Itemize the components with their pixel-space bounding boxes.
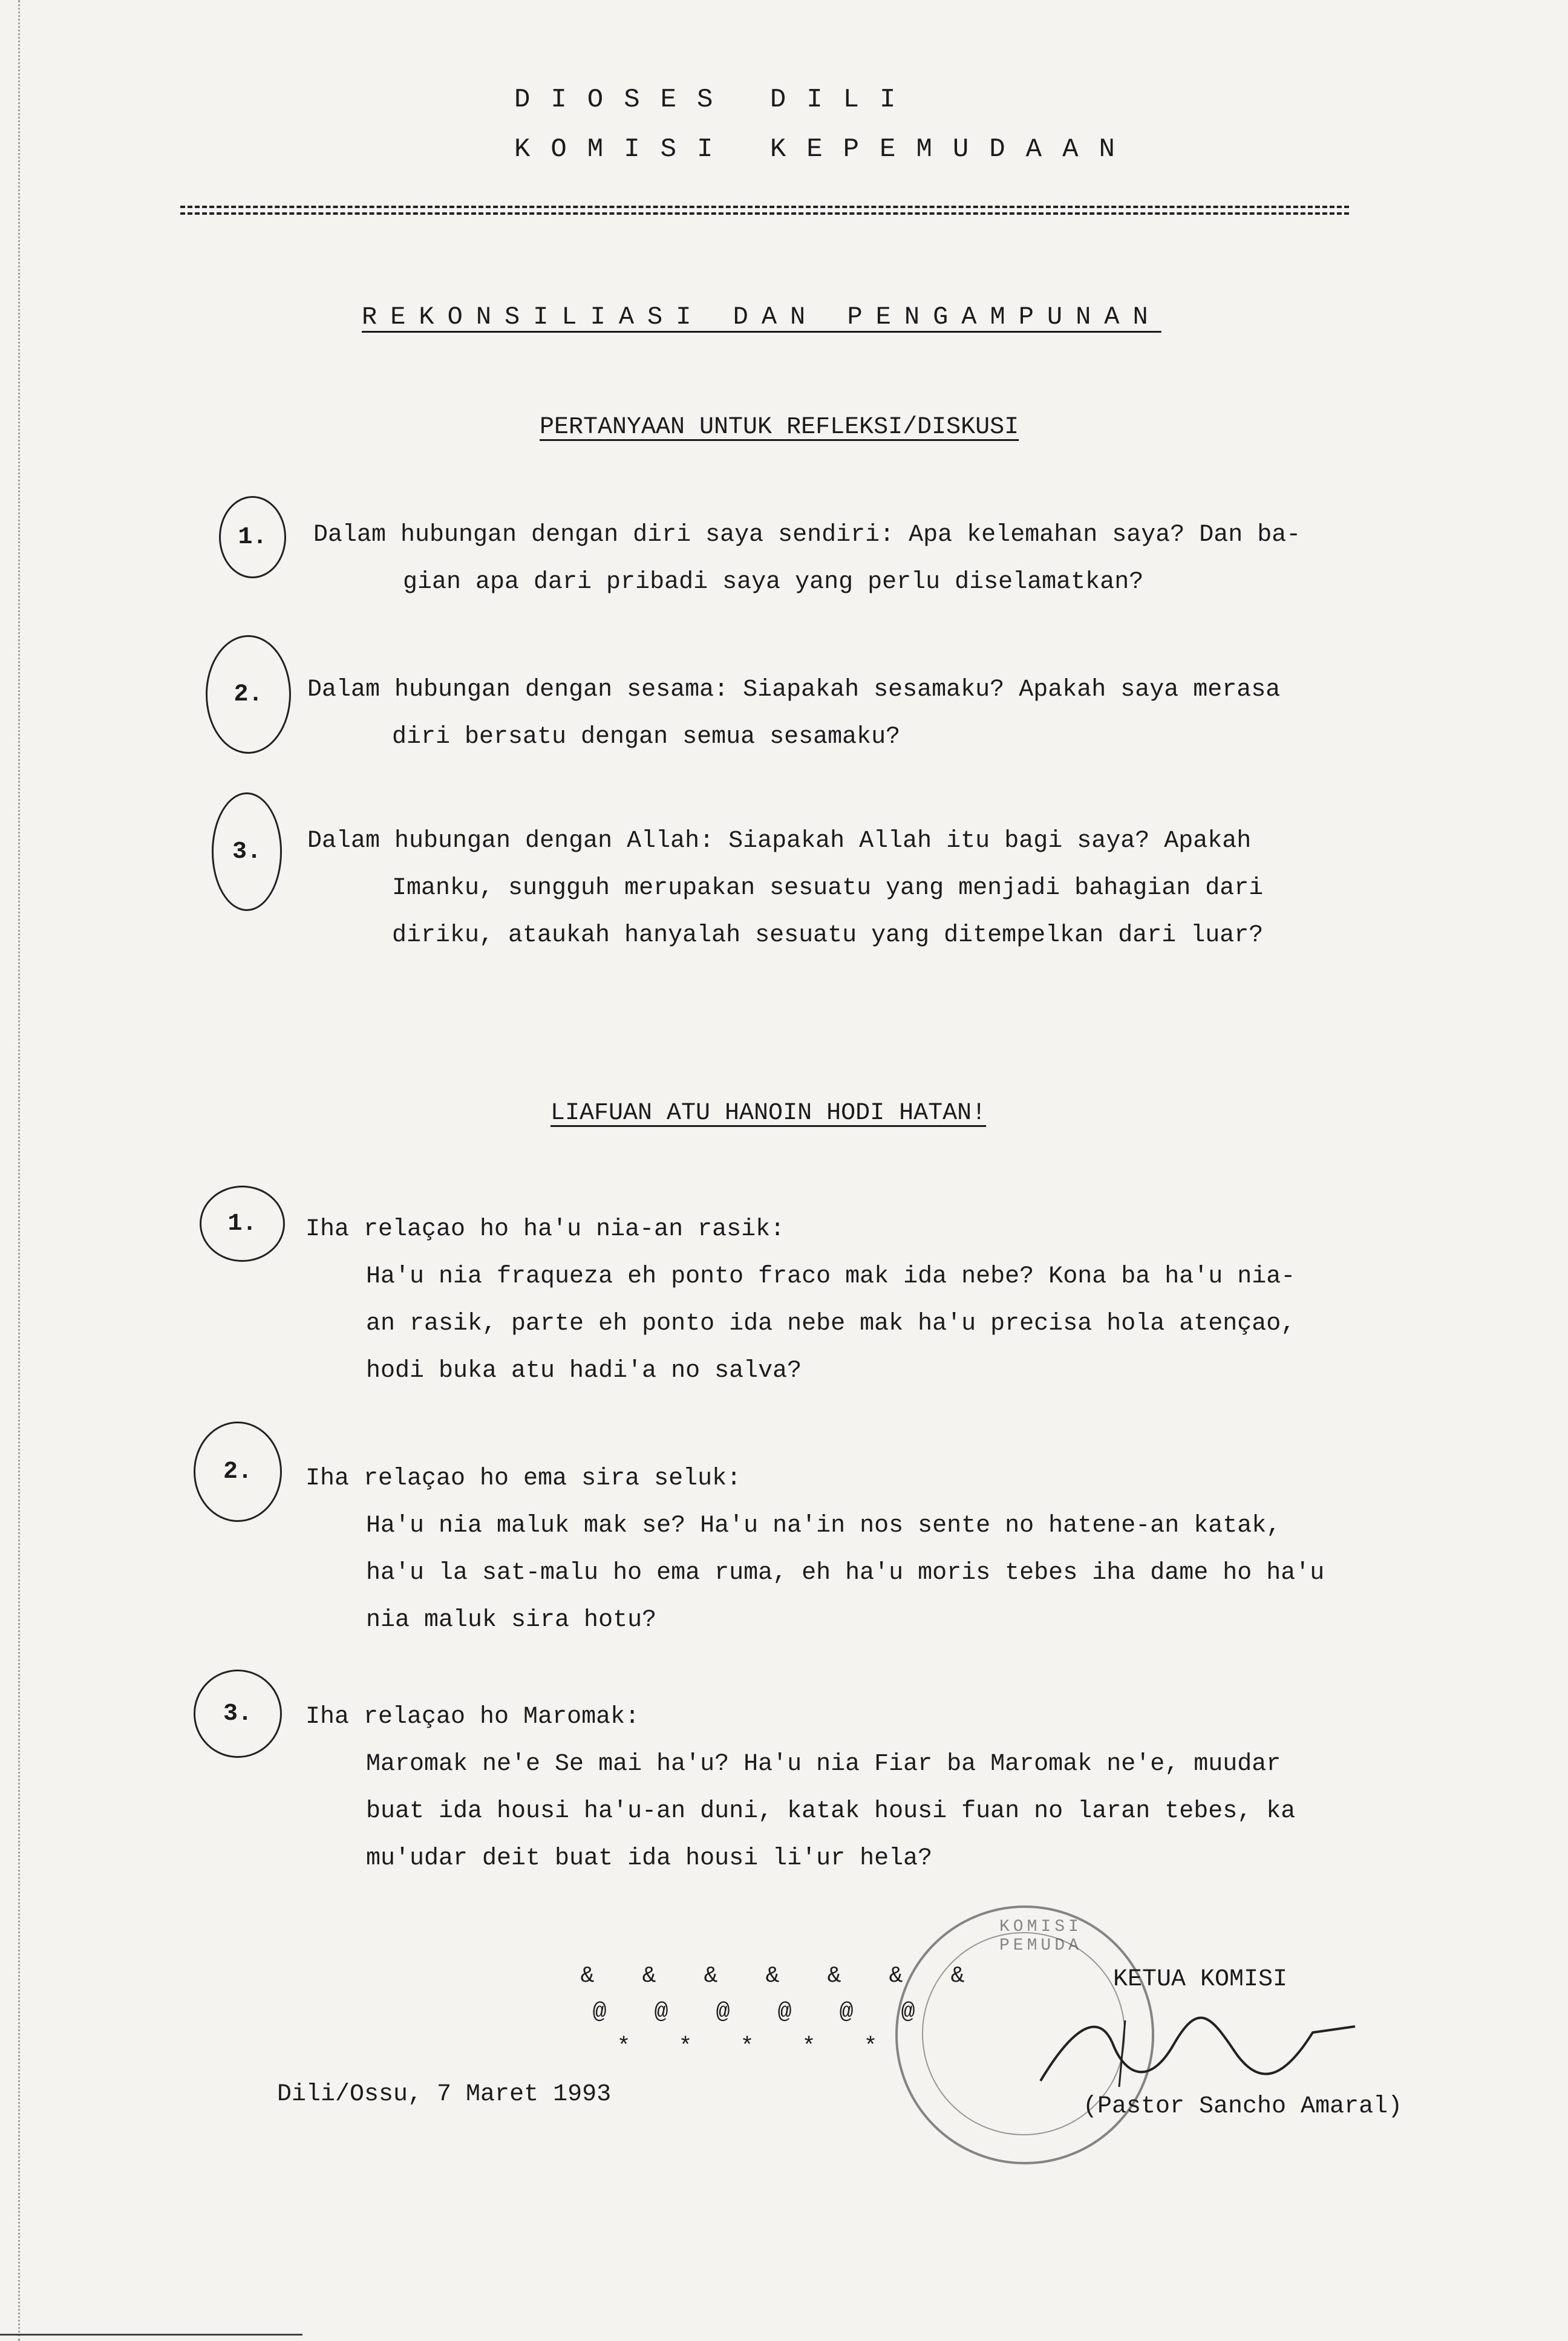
section-heading-tetum: LIAFUAN ATU HANOIN HODI HATAN! [550, 1100, 987, 1127]
ornament-row-at: @ @ @ @ @ @ [592, 1999, 915, 2025]
tetum-question-3: Iha relaçao ho Maromak: Maromak ne'e Se mai ha'u? Ha'u nia Fiar ba Maromak ne'e, muudar buat ida housi ha'u-an duni, katak housi fuan no laran tebes, ka mu'udar deit buat ida housi li'ur hela? [305, 1703, 1296, 1872]
section-heading-reflection: PERTANYAAN UNTUK REFLEKSI/DISKUSI [540, 414, 1019, 441]
commission-name: KOMISI KEPEMUDAAN [514, 134, 1135, 165]
diocese-name: DIOSES DILI [514, 85, 916, 115]
stamp-text: KOMISI PEMUDA [999, 1918, 1082, 1955]
item-number-circle: 2. [194, 1422, 282, 1522]
item-number-circle: 2. [206, 635, 291, 754]
ornament-row-ampersand: & & & & & & & [580, 1963, 965, 1989]
page-edge-line [0, 2334, 302, 2336]
signatory-role: KETUA KOMISI [1113, 1966, 1288, 1993]
item-number-circle: 1. [219, 496, 286, 578]
place-and-date: Dili/Ossu, 7 Maret 1993 [277, 2081, 612, 2108]
scan-margin-edge [0, 0, 20, 2341]
ornament-row-asterisk: * * * * * [616, 2034, 878, 2060]
reflection-question-3: Dalam hubungan dengan Allah: Siapakah Allah itu bagi saya? Apakah Imanku, sungguh merupakan sesuatu yang menjadi bahagian dari diriku, ataukah hanyalah sesuatu yang ditempelkan dari luar? [307, 828, 1264, 949]
tetum-question-1: Iha relaçao ho ha'u nia-an rasik: Ha'u nia fraqueza eh ponto fraco mak ida nebe? Kona ba ha'u nia- an rasik, parte eh ponto ida nebe mak ha'u precisa hola atençao, hodi buka atu hadi'a no salva? [305, 1216, 1296, 1385]
handwritten-signature [1028, 2008, 1367, 2093]
reflection-question-1: Dalam hubungan dengan diri saya sendiri: Apa kelemahan saya? Dan ba- gian apa dari pribadi saya yang perlu diselamatkan? [313, 521, 1301, 596]
item-number-circle: 1. [200, 1186, 285, 1262]
item-number-circle: 3. [194, 1670, 282, 1758]
reflection-question-2: Dalam hubungan dengan sesama: Siapakah sesamaku? Apakah saya merasa diri bersatu dengan semua sesamaku? [307, 676, 1281, 751]
header-divider [180, 206, 1349, 215]
tetum-question-2: Iha relaçao ho ema sira seluk: Ha'u nia maluk mak se? Ha'u na'in nos sente no hatene-an katak, ha'u la sat-malu ho ema ruma, eh ha'u moris tebes iha dame ho ha'u nia maluk sira hotu? [305, 1465, 1325, 1634]
document-title: REKONSILIASI DAN PENGAMPUNAN [362, 302, 1161, 331]
item-number-circle: 3. [212, 792, 282, 911]
signatory-name: (Pastor Sancho Amaral) [1083, 2093, 1403, 2120]
